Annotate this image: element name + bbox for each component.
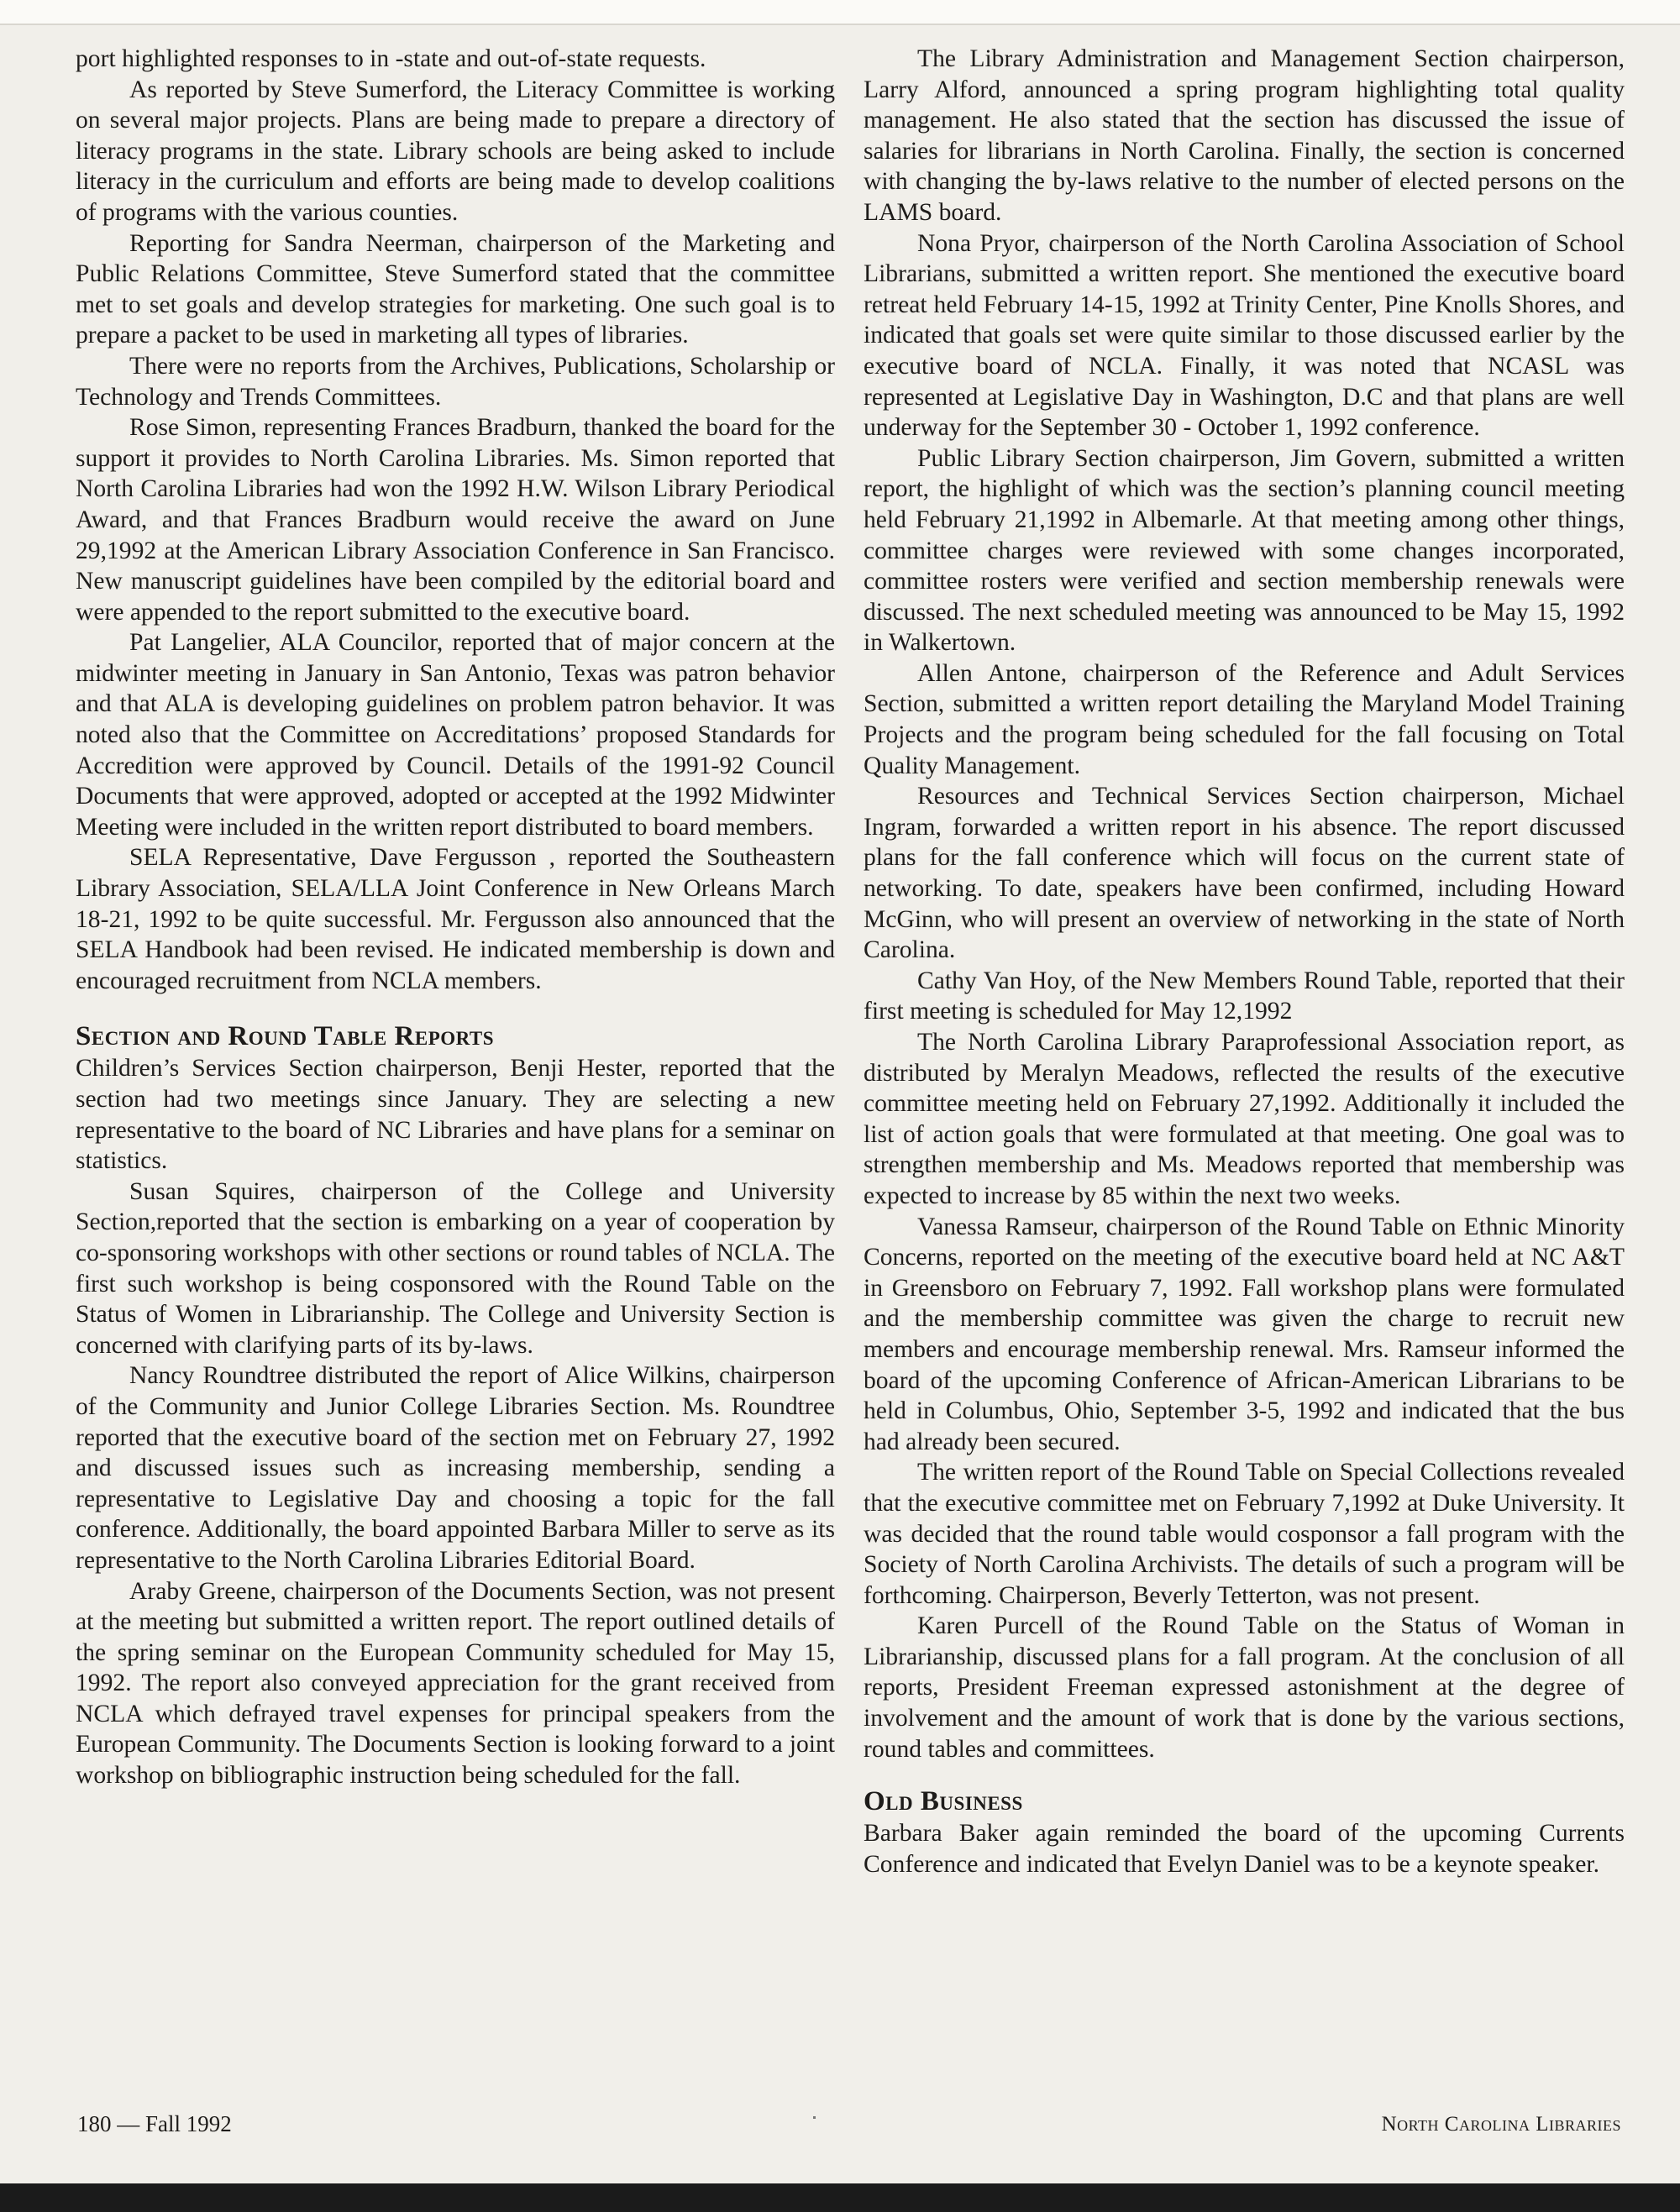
paragraph: Reporting for Sandra Neerman, chairperson of the Marketing and Public Relations Committee, Steve Sumerford stated that the committee met to set goals and develop strategies for marketing. One such goal is to prepare a packet to be used in marketing all types of libraries. — [76, 229, 835, 349]
paragraph: Public Library Section chairperson, Jim Govern, submitted a written report, the highlight of which was the section’s planning council meeting held February 21,1992 in Albemarle. At that meeting among other things, committee charges were reviewed with some changes incorporated, committee rosters were verified and section membership renewals were discussed. The next scheduled meeting was announced to be May 15, 1992 in Walkertown. — [864, 444, 1625, 657]
section-heading: Section and Round Table Reports — [76, 1021, 495, 1052]
paragraph: Araby Greene, chairperson of the Documents Section, was not present at the meeting but submitted a written report. The report outlined details of the spring seminar on the European Community scheduled for May 15, 1992. The report also conveyed appreciation for the grant received from NCLA which defrayed travel expenses for principal speakers from the European Community. The Documents Section is looking forward to a joint workshop on bibliographic instruction being scheduled for the fall. — [76, 1577, 835, 1790]
paragraph: Susan Squires, chairperson of the College and University Section,reported that the section is embarking on a year of cooperation by co-sponsoring workshops with other sections or round tables of NCLA. The first such workshop is being cosponsored with the Round Table on the Status of Women in Librarianship. The College and University Section is concerned with clarifying parts of its by-laws. — [76, 1177, 835, 1359]
paragraph: The North Carolina Library Paraprofessional Association report, as distributed by Meralyn Meadows, reflected the results of the executive committee meeting held on February 27,1992. Additionally it included the list of action goals that were formulated at that meeting. One goal was to strengthen membership and Ms. Meadows reported that membership was expected to increase by 85 within the next two weeks. — [864, 1029, 1625, 1209]
paragraph: Karen Purcell of the Round Table on the Status of Woman in Librarianship, discussed plans for a fall program. At the conclusion of all reports, President Freeman expressed astonishment at the degree of involvement and the amount of work that is done by the various sections, round tables and committees. — [864, 1612, 1625, 1763]
paragraph: Rose Simon, representing Frances Bradburn, thanked the board for the support it provides to North Carolina Libraries. Ms. Simon reported that North Carolina Libraries had won the 1992 H.W. Wilson Library Periodical Award, and that Frances Bradburn would receive the award on June 29,1992 at the American Library Association Conference in San Francisco. New manuscript guidelines have been compiled by the editorial board and were appended to the report submitted to the executive board. — [76, 414, 835, 626]
page-top-edge — [0, 0, 1680, 25]
paragraph: Nancy Roundtree distributed the report of Alice Wilkins, chairperson of the Community and Junior College Libraries Section. Ms. Roundtree reported that the executive board of the section met on February 27, 1992 and discussed issues such as increasing membership, sending a representative to Legislative Day and choosing a topic for the fall conference. Additionally, the board appointed Barbara Miller to serve as its representative to the North Carolina Libraries Editorial Board. — [76, 1362, 835, 1574]
right-column — [864, 44, 1625, 1879]
left-column — [76, 44, 835, 1791]
paragraph: The Library Administration and Management Section chairperson, Larry Alford, announced a spring program highlighting total quality management. He also stated that the section has discussed the issue of salaries for librarians in North Carolina. Finally, the section is concerned with changing the by-laws relative to the number of elected persons on the LAMS board. — [864, 45, 1625, 226]
paragraph: Nona Pryor, chairperson of the North Carolina Association of School Librarians, submitted a written report. She mentioned the executive board retreat held February 14-15, 1992 at Trinity Center, Pine Knolls Shores, and indicated that goals set were quite similar to those discussed earlier by the executive board of NCLA. Finally, it was noted that NCASL was represented at Legislative Day in Washington, D.C and that plans are well underway for the September 30 - October 1, 1992 conference. — [864, 229, 1625, 442]
paragraph: The written report of the Round Table on Special Collections revealed that the executive committee met on February 7,1992 at Duke University. It was decided that the round table would cosponsor a fall program with the Society of North Carolina Archivists. The details of such a program will be forthcoming. Chairperson, Beverly Tetterton, was not present. — [864, 1459, 1625, 1609]
paragraph: There were no reports from the Archives, Publications, Scholarship or Technology and Trends Committees. — [76, 352, 835, 411]
paragraph: Pat Langelier, ALA Councilor, reported that of major concern at the midwinter meeting in January in San Antonio, Texas was patron behavior and that ALA is developing guidelines on problem patron behavior. It was noted also that the Committee on Accreditations’ proposed Standards for Accredition were approved by Council. Details of the 1991-92 Council Documents that were approved, adopted or accepted at the 1992 Midwinter Meeting were included in the written report distributed to board members. — [76, 629, 835, 841]
paragraph: As reported by Steve Sumerford, the Literacy Committee is working on several major projects. Plans are being made to prepare a directory of literacy programs in the state. Library schools are being asked to include literacy in the curriculum and efforts are being made to develop coalitions of programs with the various counties. — [76, 76, 835, 226]
scan-bottom-edge — [0, 2183, 1680, 2212]
paragraph: Cathy Van Hoy, of the New Members Round Table, reported that their first meeting is scheduled for May 12,1992 — [864, 967, 1625, 1025]
paragraph: Barbara Baker again reminded the board of the upcoming Currents Conference and indicated that Evelyn Daniel was to be a keynote speaker. — [864, 1820, 1625, 1878]
paragraph: SELA Representative, Dave Fergusson , reported the Southeastern Library Association, SELA/LLA Joint Conference in New Orleans March 18-21, 1992 to be quite successful. Mr. Fergusson also announced that the SELA Handbook had been revised. He indicated membership is down and encouraged recruitment from NCLA members. — [76, 844, 835, 994]
paragraph: port highlighted responses to in -state and out-of-state requests. — [76, 45, 706, 72]
print-mark — [813, 2116, 816, 2119]
page-number-footer: 180 — Fall 1992 — [77, 2111, 232, 2136]
publication-footer: North Carolina Libraries — [1381, 2113, 1621, 2136]
paragraph: Children’s Services Section chairperson, Benji Hester, reported that the section had two meetings since January. They are selecting a new representative to the board of NC Libraries and have plans for a seminar on statistics. — [76, 1055, 835, 1175]
paragraph: Allen Antone, chairperson of the Reference and Adult Services Section, submitted a written report detailing the Maryland Model Training Projects and the program being scheduled for the fall focusing on Total Quality Management. — [864, 659, 1625, 779]
paragraph: Resources and Technical Services Section chairperson, Michael Ingram, forwarded a written report in his absence. The report discussed plans for the fall conference which will focus on the current state of networking. To date, speakers have been confirmed, including Howard McGinn, who will present an overview of networking in the state of North Carolina. — [864, 783, 1625, 964]
paragraph: Vanessa Ramseur, chairperson of the Round Table on Ethnic Minority Concerns, reported on the meeting of the executive board held at NC A&T in Greensboro on February 7, 1992. Fall workshop plans were formulated and the membership committee was given the charge to recruit new members and encourage membership renewal. Mrs. Ramseur informed the board of the upcoming Conference of African-American Librarians to be held in Columbus, Ohio, September 3-5, 1992 and indicated that the bus had already been secured. — [864, 1213, 1625, 1455]
old-business-heading: Old Business — [864, 1786, 1023, 1817]
